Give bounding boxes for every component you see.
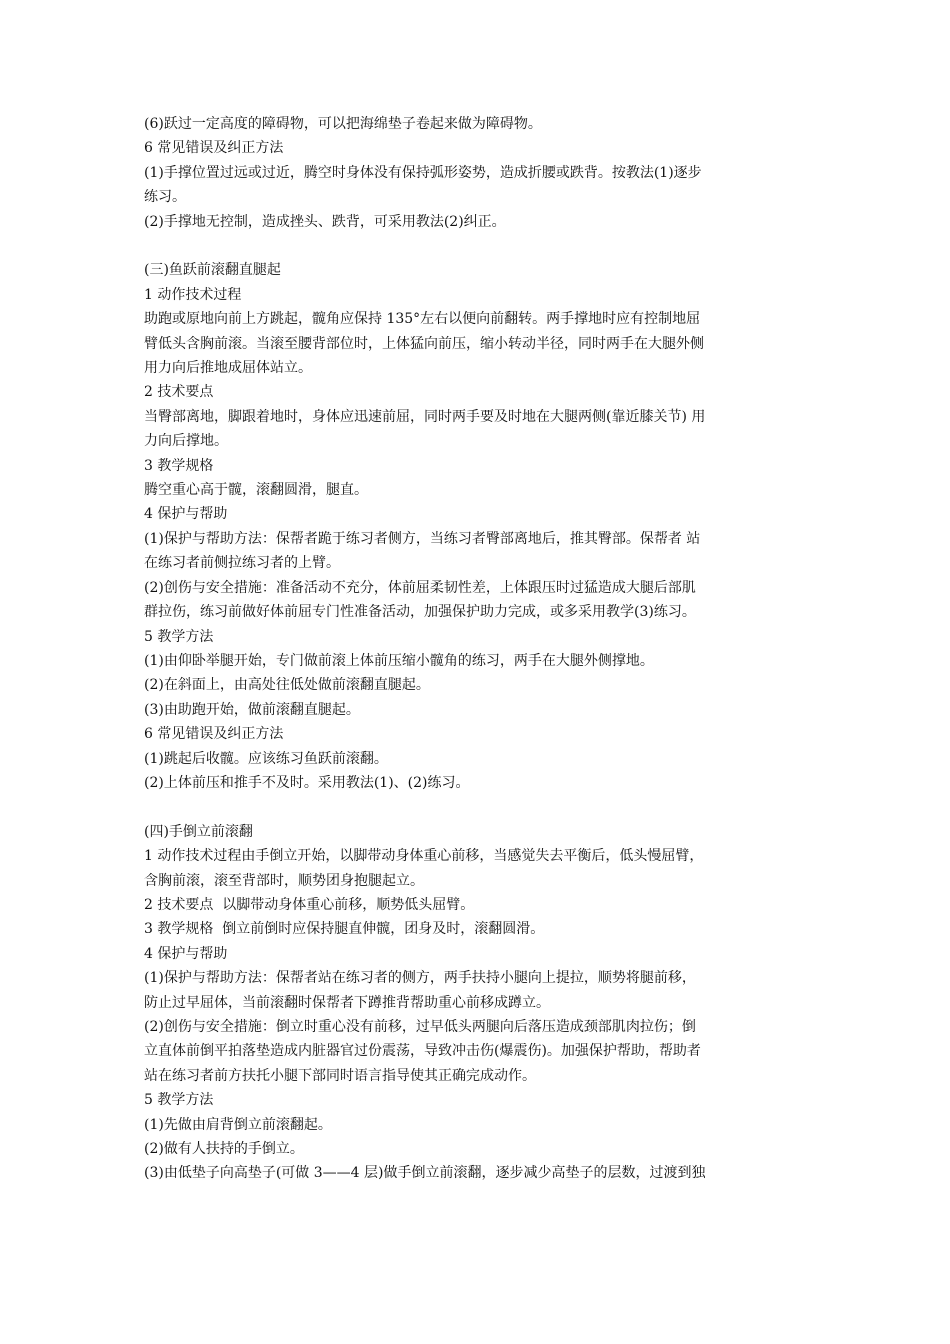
text-line: 2 技术要点 以脚带动身体重心前移，顺势低头屈臂。 — [144, 896, 475, 913]
text-line: (1)保护与帮助方法：保帮者跪于练习者侧方，当练习者臀部离地后，推其臀部。保帮者 站 — [144, 530, 701, 547]
text-line: 6 常见错误及纠正方法 — [144, 726, 284, 743]
text-line: 站在练习者前方扶托小腿下部同时语言指导使其正确完成动作。 — [144, 1067, 536, 1084]
text-line: 4 保护与帮助 — [144, 945, 228, 962]
text-line: (四)手倒立前滚翻 — [144, 823, 253, 840]
text-line: 防止过早屈体，当前滚翻时保帮者下蹲推背帮助重心前移成蹲立。 — [144, 994, 550, 1011]
text-line: 3 教学规格 — [144, 457, 214, 474]
text-line: (6)跃过一定高度的障碍物，可以把海绵垫子卷起来做为障碍物。 — [144, 116, 542, 132]
text-line: 用力向后推地成屈体站立。 — [144, 360, 312, 377]
text-line: (三)鱼跃前滚翻直腿起 — [144, 262, 281, 279]
text-line: 5 教学方法 — [144, 1092, 214, 1109]
text-line: (1)保护与帮助方法：保帮者站在练习者的侧方，两手扶持小腿向上提拉，顺势将腿前移， — [144, 970, 696, 987]
text-line: 5 教学方法 — [144, 628, 214, 645]
text-line: 臂低头含胸前滚。当滚至腰背部位时，上体猛向前压，缩小转动半径，同时两手在大腿外侧 — [144, 335, 704, 352]
text-line: 2 技术要点 — [144, 384, 214, 401]
text-line: (2)在斜面上，由高处往低处做前滚翻直腿起。 — [144, 677, 430, 694]
blank-line — [144, 795, 810, 819]
text-line: 6 常见错误及纠正方法 — [144, 140, 284, 157]
text-line: (1)跳起后收髋。应该练习鱼跃前滚翻。 — [144, 750, 388, 767]
blank-line — [144, 234, 810, 258]
text-line: 1 动作技术过程 — [144, 286, 242, 303]
text-line: 1 动作技术过程由手倒立开始，以脚带动身体重心前移，当感觉失去平衡后，低头慢屈臂， — [144, 848, 704, 865]
text-line: 助跑或原地向前上方跳起，髋角应保持 135°左右以便向前翻转。两手撑地时应有控制地屈 — [144, 311, 701, 328]
text-line: (1)由仰卧举腿开始，专门做前滚上体前压缩小髋角的练习，两手在大腿外侧撑地。 — [144, 652, 654, 669]
text-line: 立直体前倒平拍落垫造成内脏器官过份震荡，导致冲击伤(爆震伤)。加强保护帮助，帮助者 — [144, 1043, 701, 1060]
text-line: 力向后撑地。 — [144, 433, 228, 450]
text-line: 群拉伤，练习前做好体前屈专门性准备活动，加强保护助力完成，或多采用教学(3)练习。 — [144, 604, 696, 621]
text-line: 当臀部离地，脚跟着地时，身体应迅速前屈，同时两手要及时地在大腿两侧(靠近膝关节) 用 — [144, 408, 706, 425]
text-line: 腾空重心高于髋，滚翻圆滑，腿直。 — [144, 482, 368, 499]
text-line: 练习。 — [144, 189, 186, 206]
text-line: (1)手撑位置过远或过近，腾空时身体没有保持弧形姿势，造成折腰或跌背。按教法(1)逐步 — [144, 164, 702, 181]
text-line: (2)手撑地无控制，造成挫头、跌背，可采用教法(2)纠正。 — [144, 213, 506, 230]
text-line: (2)上体前压和推手不及时。采用教法(1)、(2)练习。 — [144, 774, 470, 791]
text-line: (2)做有人扶持的手倒立。 — [144, 1141, 304, 1158]
text-line: (2)创伤与安全措施：准备活动不充分，体前屈柔韧性差，上体跟压时过猛造成大腿后部肌 — [144, 579, 696, 596]
text-line: (3)由低垫子向高垫子(可做 3——4 层)做手倒立前滚翻，逐步减少高垫子的层数，过渡到独 — [144, 1165, 706, 1182]
text-line: (1)先做由肩背倒立前滚翻起。 — [144, 1116, 332, 1133]
document-page — [144, 112, 810, 1186]
text-line: 含胸前滚，滚至背部时，顺势团身抱腿起立。 — [144, 872, 424, 889]
text-line: (2)创伤与安全措施：倒立时重心没有前移，过早低头两腿向后落压造成颈部肌肉拉伤；倒 — [144, 1019, 696, 1035]
text-line: (3)由助跑开始，做前滚翻直腿起。 — [144, 701, 360, 718]
text-line: 4 保护与帮助 — [144, 506, 228, 523]
text-line: 3 教学规格 倒立前倒时应保持腿直伸髋，团身及时，滚翻圆滑。 — [144, 921, 545, 938]
text-line: 在练习者前侧拉练习者的上臂。 — [144, 555, 340, 572]
